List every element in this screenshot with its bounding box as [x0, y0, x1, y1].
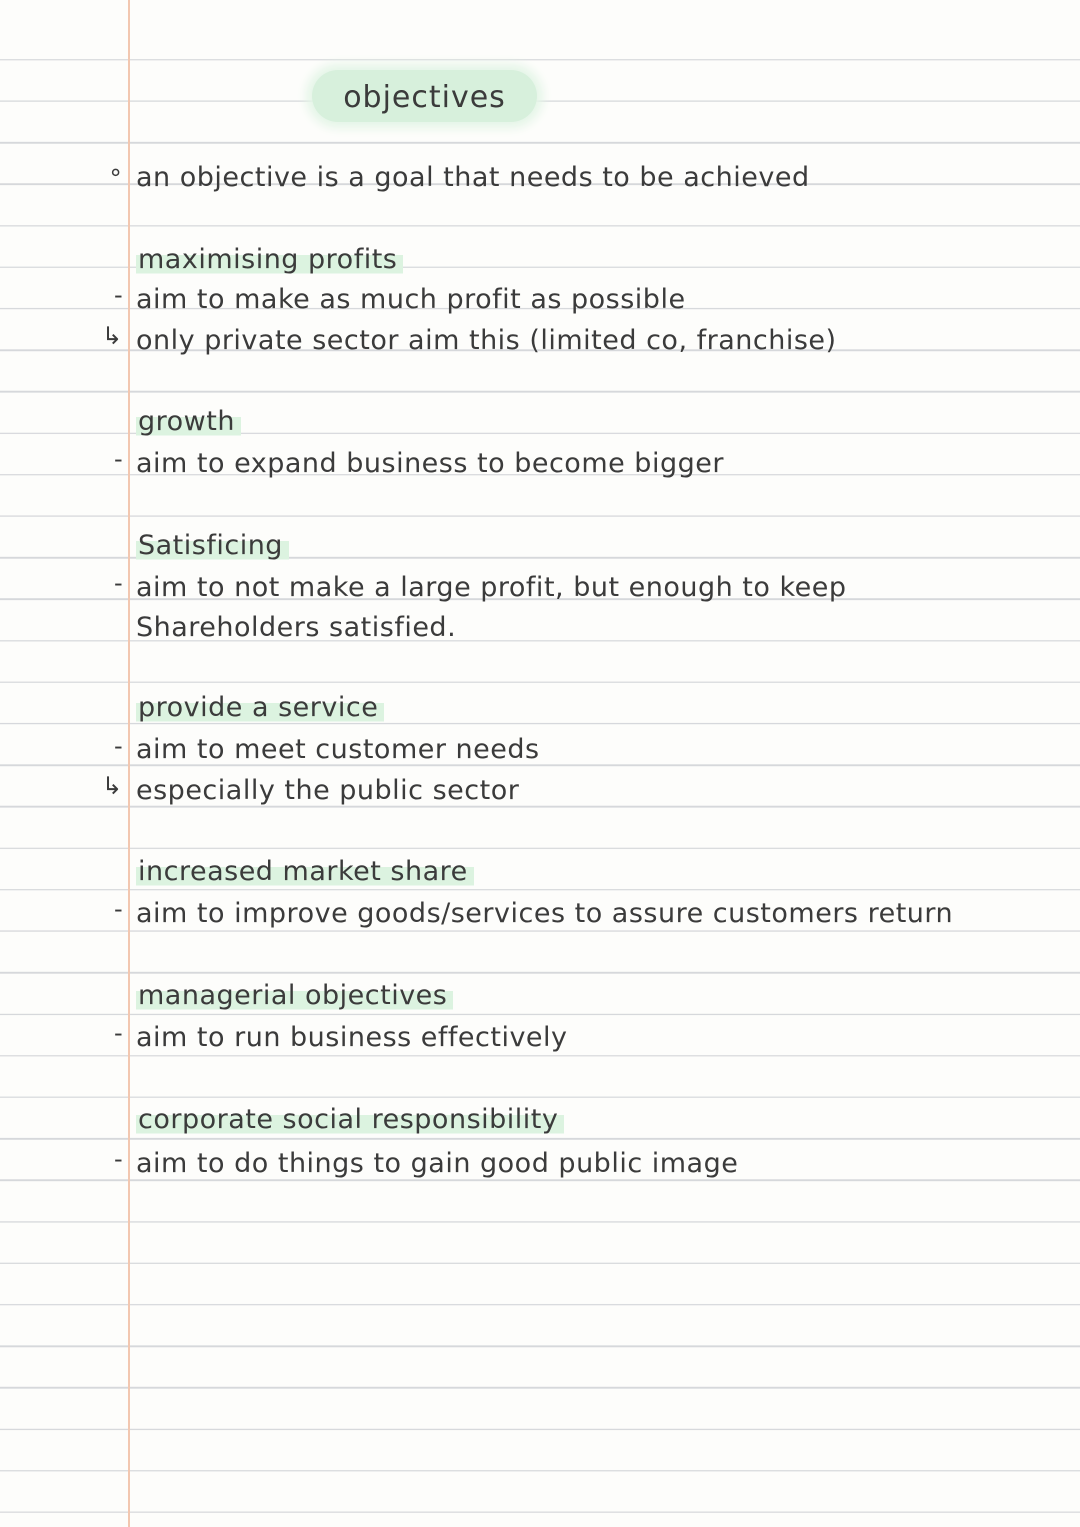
section-line: especially the public sector — [136, 775, 520, 806]
section-line: aim to meet customer needs — [136, 734, 540, 765]
title-block — [312, 70, 537, 122]
margin-line — [128, 0, 130, 1527]
heading-text: increased market share — [136, 856, 474, 887]
section-heading-managerial-objectives — [136, 980, 453, 1011]
dash-marker: - — [114, 732, 123, 760]
dash-marker: - — [114, 569, 123, 597]
section-heading-maximising-profits — [136, 244, 403, 275]
arrow-marker: ↳ — [102, 322, 123, 350]
heading-text: maximising profits — [136, 244, 403, 275]
heading-text: managerial objectives — [136, 980, 453, 1011]
intro-text: an objective is a goal that needs to be achieved — [136, 162, 810, 193]
heading-text: Satisficing — [136, 530, 289, 561]
heading-text: provide a service — [136, 692, 384, 723]
section-line: aim to do things to gain good public image — [136, 1148, 739, 1179]
section-line: aim to make as much profit as possible — [136, 284, 686, 315]
section-line: aim to not make a large profit, but enough to keep — [136, 572, 847, 603]
section-line: aim to expand business to become bigger — [136, 448, 724, 479]
section-heading-provide-a-service — [136, 692, 384, 723]
section-heading-corporate-social-responsibility — [136, 1104, 564, 1135]
section-line: aim to improve goods/services to assure customers return — [136, 898, 954, 929]
heading-text: corporate social responsibility — [136, 1104, 564, 1135]
section-line: only private sector aim this (limited co, franchise) — [136, 325, 837, 356]
dash-marker: - — [114, 445, 123, 473]
heading-text: growth — [136, 406, 241, 437]
dash-marker: - — [114, 895, 123, 923]
arrow-marker: ↳ — [102, 772, 123, 800]
section-heading-satisficing — [136, 530, 289, 561]
dash-marker: - — [114, 1019, 123, 1047]
dash-marker: - — [114, 281, 123, 309]
dash-marker: - — [114, 1145, 123, 1173]
page-title: objectives — [343, 80, 506, 115]
section-heading-growth — [136, 406, 241, 437]
section-line: Shareholders satisfied. — [136, 612, 457, 643]
section-line: aim to run business effectively — [136, 1022, 568, 1053]
intro-bullet: ∘ — [108, 158, 124, 186]
section-heading-increased-market-share — [136, 856, 474, 887]
